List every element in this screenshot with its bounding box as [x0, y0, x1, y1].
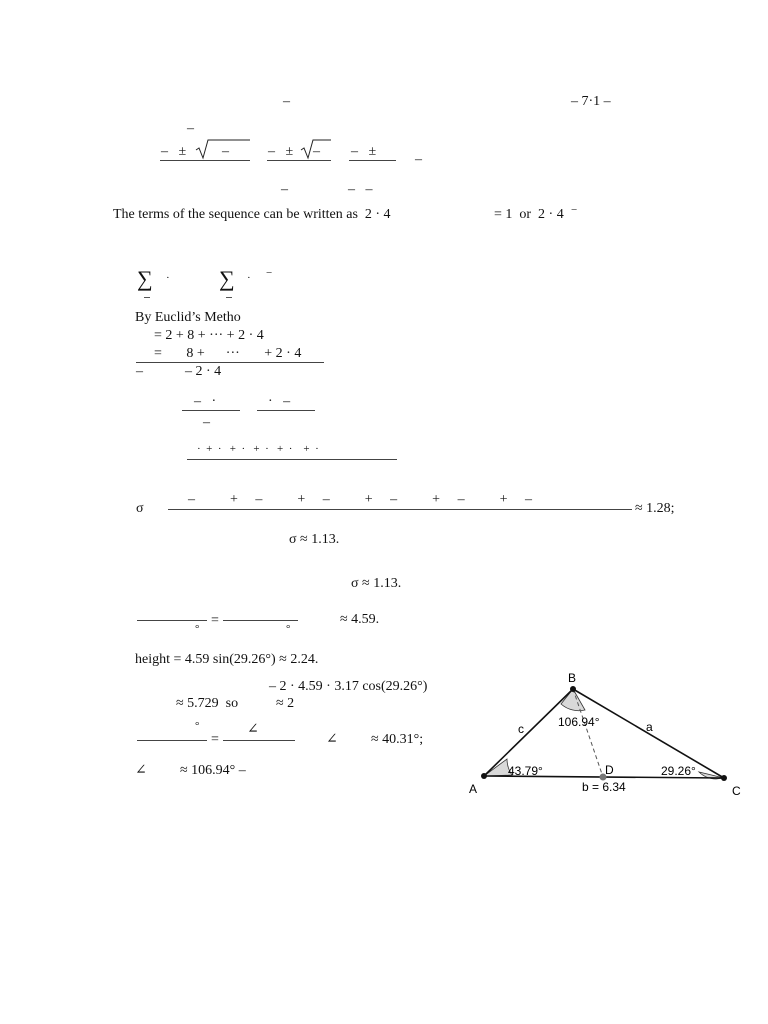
terms-superscript: −	[571, 204, 578, 216]
sum-limit-mark	[144, 297, 150, 298]
fraction-bar	[349, 160, 396, 161]
label-side-b: b = 6.34	[582, 780, 626, 794]
subtraction-bar	[136, 362, 324, 363]
eq-fragment: –	[415, 152, 422, 167]
eq-fragment: –	[281, 182, 288, 197]
fraction-bar	[137, 620, 207, 621]
angle-symbol: ∠	[135, 763, 147, 778]
label-angle-c: 29.26°	[661, 764, 696, 778]
equals-sign: =	[211, 613, 219, 628]
euclid-line-3b: – 2 · 4	[185, 364, 222, 379]
sigma-numerator: – + – + – + – + – + –	[188, 492, 532, 507]
vertex-c-point	[721, 775, 727, 781]
side-c-line	[484, 689, 573, 776]
sum-term: ·	[247, 272, 251, 284]
angle-symbol: ∠	[247, 722, 259, 737]
degree-mark: °	[195, 623, 200, 635]
fraction-bar	[137, 740, 207, 741]
sum-term: ·	[166, 272, 170, 284]
equals-sign: =	[211, 732, 219, 747]
label-angle-a: 43.79°	[508, 764, 543, 778]
sum-symbol-icon: ∑	[137, 266, 153, 291]
fraction-bar	[257, 410, 315, 411]
label-c: C	[732, 784, 741, 798]
sum-limit-mark	[226, 297, 232, 298]
fraction-numerator: – ·	[194, 394, 217, 409]
euclid-line-3: –	[136, 364, 143, 379]
fraction-bar	[223, 740, 295, 741]
sigma-approx: ≈ 1.28;	[635, 501, 675, 516]
angle-result: ≈ 40.31°;	[371, 732, 424, 747]
degree-mark: °	[195, 720, 200, 732]
angle-b-arc	[561, 689, 585, 711]
label-b: B	[568, 671, 577, 685]
eq-fragment: – ±	[161, 144, 187, 159]
sigma-result: σ ≈ 1.13.	[351, 576, 402, 591]
angle-b-result: ≈ 106.94° –	[180, 763, 246, 778]
label-a: A	[469, 782, 478, 796]
dot-sum-row: · + · + · + · + · + ·	[197, 443, 319, 455]
fraction-denominator: –	[203, 415, 210, 430]
fraction-bar	[168, 509, 632, 510]
fraction-bar	[160, 160, 250, 161]
fraction-bar	[223, 620, 298, 621]
sum-superscript: −	[266, 267, 273, 279]
sum-symbol-icon: ∑	[219, 266, 235, 291]
eq-fragment: –	[222, 144, 229, 159]
euclid-heading: By Euclid’s Metho	[135, 310, 241, 325]
label-side-a: a	[646, 720, 653, 734]
eq-fragment: – ±	[268, 144, 294, 159]
fraction-bar	[267, 160, 331, 161]
page-number: – 7·1 –	[571, 94, 611, 109]
vertex-b-point	[570, 686, 576, 692]
fraction-bar	[182, 410, 240, 411]
sigma-result: σ ≈ 1.13.	[289, 532, 340, 547]
vertex-a-point	[481, 773, 487, 779]
eq-fragment: –	[187, 121, 194, 136]
fraction-bar	[187, 459, 397, 460]
fraction-numerator: · –	[268, 394, 291, 409]
terms-equation: = 1 or 2 · 4	[494, 207, 564, 222]
euclid-line-1: = 2 + 8 + ··· + 2 · 4	[154, 328, 264, 343]
eq-fragment: – ±	[351, 144, 377, 159]
side-result: ≈ 4.59.	[340, 612, 380, 627]
label-d: D	[605, 763, 614, 777]
degree-mark: °	[286, 623, 291, 635]
triangle-diagram	[462, 668, 752, 804]
eq-fragment: –	[283, 94, 290, 109]
eq-fragment: – –	[348, 182, 373, 197]
height-line: height = 4.59 sin(29.26°) ≈ 2.24.	[135, 652, 319, 667]
sigma-label: σ	[136, 501, 144, 516]
eq-fragment: –	[313, 144, 320, 159]
label-side-c: c	[518, 722, 524, 736]
law-of-cosines: – 2 · 4.59 · 3.17 cos(29.26°)	[269, 679, 428, 694]
cosine-result: ≈ 5.729 so	[176, 696, 239, 711]
angle-symbol: ∠	[326, 732, 338, 747]
euclid-line-2: = 8 + ··· + 2 · 4	[154, 346, 302, 361]
terms-sentence: The terms of the sequence can be written as 2 · 4	[113, 207, 391, 222]
label-angle-b: 106.94°	[558, 715, 600, 729]
cosine-result-2: ≈ 2	[276, 696, 295, 711]
